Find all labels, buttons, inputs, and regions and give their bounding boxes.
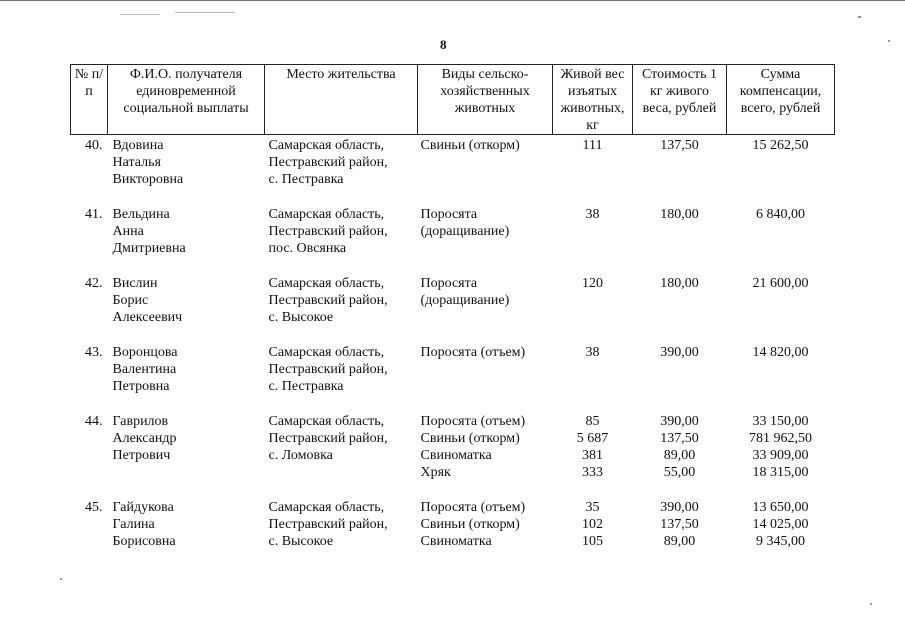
recipient-name	[108, 275, 265, 326]
recipient-name-line: Вислин	[112, 276, 158, 291]
residence-line: Самарская область,	[268, 276, 385, 291]
compensation-sum	[727, 344, 835, 395]
live-weight-line: 102	[582, 517, 603, 532]
compensation-sum-line: 33 150,00	[752, 414, 809, 429]
live-weight	[553, 499, 633, 550]
scan-speck	[870, 603, 872, 605]
live-weight	[553, 135, 633, 189]
recipient-name	[108, 413, 265, 481]
row-spacer-cell	[71, 395, 835, 413]
residence	[265, 413, 418, 481]
recipient-name-line: Воронцова	[112, 345, 178, 360]
scan-speck	[175, 12, 235, 13]
price-per-kg	[633, 135, 727, 189]
row-number: 44.	[85, 414, 103, 429]
recipient-name-line: Гаврилов	[112, 414, 169, 429]
compensation-sum-line: 21 600,00	[752, 276, 809, 291]
scan-speck	[120, 14, 160, 15]
animal-kind-line: Свиньи (откорм)	[420, 431, 520, 446]
top-scan-line	[0, 0, 905, 1]
compensation-sum-line: 14 820,00	[752, 345, 809, 360]
compensation-sum	[727, 135, 835, 189]
live-weight-line: 105	[582, 534, 603, 549]
compensation-sum-line: 15 262,50	[752, 138, 809, 153]
price-per-kg-line: 137,50	[660, 517, 699, 532]
residence	[265, 135, 418, 189]
live-weight-line: 381	[582, 448, 603, 463]
live-weight-line: 85	[585, 414, 600, 429]
animal-kind-line: Свиньи (откорм)	[420, 138, 520, 153]
recipient-name-line: Анна	[112, 224, 144, 239]
scan-speck	[888, 40, 890, 42]
live-weight-line: 333	[582, 465, 603, 480]
table-header-row	[71, 65, 835, 135]
recipient-name	[108, 206, 265, 257]
recipient-name-line: Дмитриевна	[112, 241, 186, 256]
residence-line: с. Высокое	[268, 310, 334, 325]
header-number: № п/п	[71, 65, 108, 135]
price-per-kg-line: 89,00	[663, 534, 696, 549]
animal-kind-line: Поросята	[420, 207, 478, 222]
price-per-kg-line: 180,00	[660, 276, 699, 291]
residence-line: Самарская область,	[268, 414, 385, 429]
animal-kind-line: Поросята (отъем)	[420, 345, 526, 360]
row-spacer	[71, 188, 835, 206]
price-per-kg	[633, 344, 727, 395]
row-number: 42.	[85, 276, 103, 291]
residence-line: Пестравский район,	[268, 517, 388, 532]
price-per-kg-line: 180,00	[660, 207, 699, 222]
compensation-sum-line: 9 345,00	[756, 534, 805, 549]
table-row	[71, 499, 835, 550]
residence-line: пос. Овсянка	[268, 241, 347, 256]
table-row	[71, 206, 835, 257]
header-price-per-kg: Стоимость 1 кг живого веса, рублей	[633, 65, 727, 135]
scan-speck	[60, 578, 62, 580]
recipient-name-line: Борис	[112, 293, 149, 308]
animal-kind-line: Хряк	[420, 465, 451, 480]
recipient-name-line: Петрович	[112, 448, 171, 463]
page-number: 8	[440, 37, 447, 52]
animal-kind-line: Поросята (отъем)	[420, 500, 526, 515]
live-weight-line: 38	[585, 345, 600, 360]
live-weight-line: 38	[585, 207, 600, 222]
residence-line: с. Пестравка	[268, 379, 344, 394]
residence-line: Самарская область,	[268, 345, 385, 360]
animal-kind-line: Свиноматка	[420, 448, 492, 463]
recipient-name-line: Наталья	[112, 155, 161, 170]
animal-kind-line: Поросята	[420, 276, 478, 291]
residence	[265, 344, 418, 395]
live-weight	[553, 275, 633, 326]
recipient-name-line: Галина	[112, 517, 155, 532]
recipient-name-line: Вдовина	[112, 138, 164, 153]
price-per-kg-line: 390,00	[660, 414, 699, 429]
animal-kind	[418, 344, 553, 395]
header-animal-kinds: Виды сельско-хозяйственных животных	[418, 65, 553, 135]
price-per-kg-line: 55,00	[663, 465, 696, 480]
compensation-sum	[727, 499, 835, 550]
row-spacer	[71, 326, 835, 344]
residence-line: Самарская область,	[268, 500, 385, 515]
animal-kind-line: Поросята (отъем)	[420, 414, 526, 429]
recipient-name	[108, 135, 265, 189]
live-weight-line: 5 687	[576, 431, 609, 446]
compensation-sum	[727, 206, 835, 257]
recipient-name-line: Петровна	[112, 379, 170, 394]
residence-line: с. Высокое	[268, 534, 334, 549]
compensation-sum	[727, 275, 835, 326]
animal-kind-line: (доращивание)	[420, 293, 510, 308]
price-per-kg	[633, 206, 727, 257]
price-per-kg-line: 137,50	[660, 138, 699, 153]
live-weight	[553, 413, 633, 481]
live-weight-line: 35	[585, 500, 600, 515]
compensation-sum-line: 14 025,00	[752, 517, 809, 532]
table-row	[71, 344, 835, 395]
row-spacer	[71, 257, 835, 275]
animal-kind	[418, 135, 553, 189]
recipient-name	[108, 499, 265, 550]
price-per-kg-line: 89,00	[663, 448, 696, 463]
row-spacer-cell	[71, 326, 835, 344]
residence	[265, 499, 418, 550]
recipient-name-line: Гайдукова	[112, 500, 174, 515]
recipient-name-line: Вельдина	[112, 207, 170, 222]
animal-kind-line: Свиньи (откорм)	[420, 517, 520, 532]
animal-kind	[418, 206, 553, 257]
live-weight	[553, 206, 633, 257]
header-residence: Место жительства	[265, 65, 418, 135]
row-number: 41.	[85, 207, 103, 222]
compensation-sum-line: 18 315,00	[752, 465, 809, 480]
table-row	[71, 275, 835, 326]
residence-line: с. Пестравка	[268, 172, 344, 187]
animal-kind	[418, 499, 553, 550]
header-live-weight: Живой вес изъятых животных, кг	[553, 65, 633, 135]
animal-kind-line: (доращивание)	[420, 224, 510, 239]
residence	[265, 275, 418, 326]
compensation-sum-line: 781 962,50	[749, 431, 812, 446]
recipient-name-line: Валентина	[112, 362, 177, 377]
price-per-kg-line: 390,00	[660, 345, 699, 360]
animal-kind	[418, 275, 553, 326]
live-weight-line: 120	[582, 276, 603, 291]
live-weight	[553, 344, 633, 395]
row-number: 45.	[85, 500, 103, 515]
header-recipient-name: Ф.И.О. получателя единовременной социальной выплаты	[108, 65, 265, 135]
recipient-name	[108, 344, 265, 395]
compensation-table	[70, 64, 835, 550]
residence-line: Самарская область,	[268, 138, 385, 153]
price-per-kg-line: 390,00	[660, 500, 699, 515]
compensation-sum-line: 33 909,00	[752, 448, 809, 463]
recipient-name-line: Александр	[112, 431, 177, 446]
scan-speck	[858, 16, 861, 18]
residence	[265, 206, 418, 257]
residence-line: Пестравский район,	[268, 155, 388, 170]
compensation-sum-line: 13 650,00	[752, 500, 809, 515]
animal-kind-line: Свиноматка	[420, 534, 492, 549]
residence-line: с. Ломовка	[268, 448, 333, 463]
residence-line: Пестравский район,	[268, 362, 388, 377]
row-spacer	[71, 395, 835, 413]
compensation-sum	[727, 413, 835, 481]
table-row	[71, 135, 835, 189]
residence-line: Пестравский район,	[268, 431, 388, 446]
live-weight-line: 111	[582, 138, 603, 153]
recipient-name-line: Алексеевич	[112, 310, 183, 325]
residence-line: Пестравский район,	[268, 224, 388, 239]
table-body	[71, 135, 835, 551]
row-spacer-cell	[71, 188, 835, 206]
price-per-kg	[633, 413, 727, 481]
row-spacer	[71, 481, 835, 499]
price-per-kg-line: 137,50	[660, 431, 699, 446]
row-spacer-cell	[71, 481, 835, 499]
animal-kind	[418, 413, 553, 481]
recipient-name-line: Борисовна	[112, 534, 176, 549]
compensation-sum-line: 6 840,00	[756, 207, 805, 222]
header-compensation-sum: Сумма компенсации, всего, рублей	[727, 65, 835, 135]
table-row	[71, 413, 835, 481]
row-number: 43.	[85, 345, 103, 360]
row-spacer-cell	[71, 257, 835, 275]
row-number: 40.	[85, 138, 103, 153]
residence-line: Пестравский район,	[268, 293, 388, 308]
recipient-name-line: Викторовна	[112, 172, 184, 187]
price-per-kg	[633, 275, 727, 326]
residence-line: Самарская область,	[268, 207, 385, 222]
price-per-kg	[633, 499, 727, 550]
